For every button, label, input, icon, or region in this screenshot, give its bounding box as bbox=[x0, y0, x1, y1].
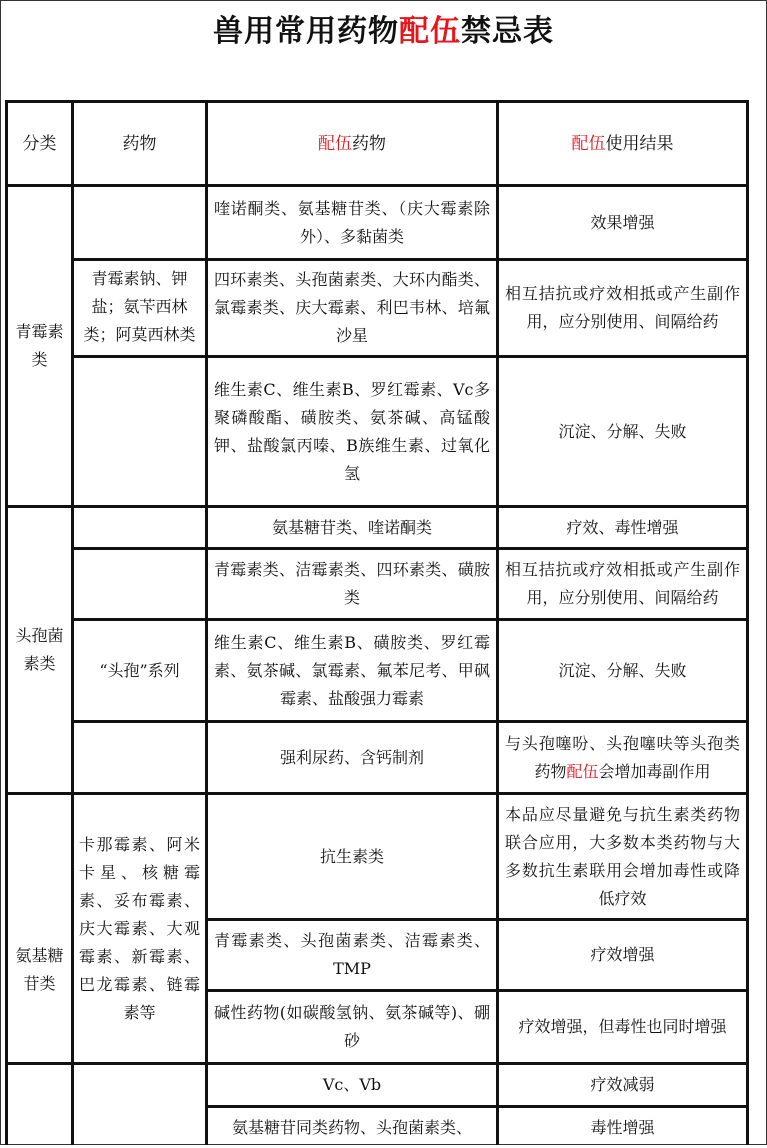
result-cell: 毒性增强 bbox=[590, 1118, 655, 1137]
result-cell: 沉淀、分解、失败 bbox=[558, 421, 687, 441]
compat-cell: 氨基糖苷类、喹诺酮类 bbox=[271, 517, 432, 537]
page-title bbox=[0, 6, 767, 50]
result-text-end: 会增加毒副作用 bbox=[598, 761, 711, 781]
compat-cell: 青霉素类、洁霉素类、四环素类、磺胺类 bbox=[214, 560, 490, 607]
result-cell: 相互拮抗或疗效相抵或产生副作用，应分别使用、间隔给药 bbox=[505, 284, 740, 331]
table-divider bbox=[71, 720, 207, 723]
header-text: 使用结果 bbox=[605, 133, 674, 154]
drug-cell: 青霉素钠、钾盐；氨苄西林类；阿莫西林类 bbox=[83, 268, 196, 344]
result-cell: 本品应尽量避免与抗生素类药物联合应用，大多数本类药物与大多数抗生素联用会增加毒性或降低疗效 bbox=[505, 804, 740, 908]
title-highlight: 配伍 bbox=[399, 14, 461, 49]
table-divider bbox=[71, 355, 207, 358]
compat-cell: 维生素C、维生素B、罗红霉素、Vc多聚磷酸酯、磺胺类、氨茶碱、高锰酸钾、盐酸氯丙嗪、B族维生素、过氧化氢 bbox=[214, 379, 490, 483]
result-text: 与头孢噻吩、头孢噻呋等头孢类药物 bbox=[505, 733, 740, 781]
compat-cell: 强利尿药、含钙制剂 bbox=[279, 747, 424, 767]
title-text-end: 禁忌表 bbox=[461, 14, 554, 49]
drug-cell: 卡那霉素、阿米卡星、核糖霉素、妥布霉素、庆大霉素、大观霉素、新霉素、巴龙霉素、链霉素等 bbox=[79, 834, 200, 1022]
result-cell: 沉淀、分解、失败 bbox=[558, 660, 687, 680]
table-divider bbox=[71, 547, 207, 550]
result-cell: 疗效、毒性增强 bbox=[566, 517, 679, 537]
result-cell: 疗效减弱 bbox=[590, 1075, 655, 1094]
category-cell: 氨基糖苷类 bbox=[15, 946, 64, 993]
header-category: 分类 bbox=[22, 133, 57, 154]
title-text: 兽用常用药物 bbox=[213, 14, 399, 49]
header-text: 药物 bbox=[352, 133, 386, 154]
header-compatible-drug bbox=[208, 103, 496, 184]
category-cell: 青霉素类 bbox=[15, 322, 64, 369]
compat-cell: 四环素类、头孢菌素类、大环内酯类、氯霉素类、庆大霉素、利巴韦林、培氟沙星 bbox=[214, 270, 490, 345]
result-cell: 效果增强 bbox=[590, 212, 655, 232]
compat-cell: 喹诺酮类、氨基糖苷类、（庆大霉素除外）、多黏菌类 bbox=[214, 198, 490, 246]
compat-cell: 碱性药物(如碳酸氢钠、氨茶碱等)、硼砂 bbox=[214, 1003, 490, 1050]
header-drug: 药物 bbox=[122, 133, 157, 154]
compat-cell: 青霉素类、头孢菌素类、洁霉素类、TMP bbox=[214, 931, 490, 978]
result-cell bbox=[499, 723, 746, 792]
compat-cell: 氨基糖苷同类药物、头孢菌素类、 bbox=[231, 1118, 472, 1137]
compat-cell: 维生素C、维生素B、磺胺类、罗红霉素、氨茶碱、氯霉素、氟苯尼考、甲砜霉素、盐酸强力霉素 bbox=[214, 632, 490, 708]
header-highlight: 配伍 bbox=[571, 133, 606, 154]
result-cell: 疗效增强 bbox=[590, 945, 655, 964]
header-highlight: 配伍 bbox=[318, 133, 352, 154]
result-cell: 疗效增强，但毒性也同时增强 bbox=[518, 1017, 727, 1036]
compat-cell: 抗生素类 bbox=[319, 846, 384, 866]
header-result bbox=[499, 103, 746, 184]
drug-cell: “头孢”系列 bbox=[99, 660, 180, 680]
result-highlight: 配伍 bbox=[566, 761, 599, 781]
compatibility-table bbox=[5, 100, 749, 1145]
category-cell: 头孢菌素类 bbox=[15, 626, 64, 673]
result-cell: 相互拮抗或疗效相抵或产生副作用，应分别使用、间隔给药 bbox=[505, 560, 740, 607]
compat-cell: Vc、Vb bbox=[322, 1075, 382, 1094]
